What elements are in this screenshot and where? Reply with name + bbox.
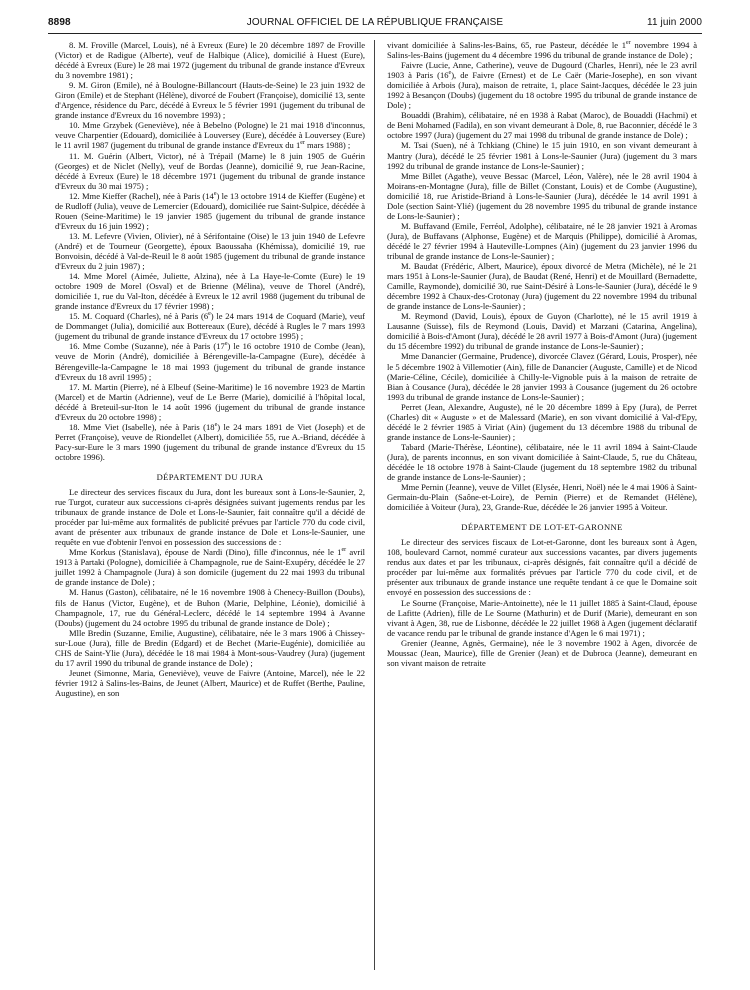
paragraph: Mme Billet (Agathe), veuve Bessac (Marcel, Léon, Valère), née le 28 avril 1904 à Moirans-en-Montagne (Jura), fille de Billet (Constant, Louis) et de Combe (Augustine), domicilié 18, rue Aristide-Briand à Lons-le-Saunier (Jura), décédée le 14 avril 1991 à Dole (section Saint-Ylié) (jugement du 28 novembre 1995 du tribunal de grande instance de Lons-le-Saunier) ;: [387, 170, 697, 221]
page-number: 8898: [48, 17, 71, 28]
paragraph: Bouaddi (Brahim), célibataire, né en 1938 à Rabat (Maroc), de Bouaddi (Hachmi) et de Beni Mohamed (Fadila), en son vivant demeurant à Dole, 8, rue Baconnier, décédé le 3 octobre 1997 (Jura) (jugement du 27 mai 1998 du tribunal de grande instance de Dole) ;: [387, 110, 697, 141]
page-header: [48, 17, 702, 33]
column-divider: [374, 40, 375, 970]
paragraph: Faivre (Lucie, Anne, Catherine), veuve de Dugourd (Charles, Henri), née le 23 avril 1903 à Paris (16e), de Faivre (Ernest) et de Le Caër (Marie-Josephe), en son vivant domiciliée à Arbois (Jura), maison de retraite, 1, place Saint-Jacques, décédée le 23 juin 1992 à Besançon (Doubs) (jugement du 18 octobre 1995 du tribunal de grande instance de Dole) ;: [387, 60, 697, 111]
left-column: [55, 40, 365, 698]
paragraph: Tabard (Marie-Thérèse, Léontine), célibataire, née le 11 avril 1894 à Saint-Claude (Jura), de parents inconnus, en son vivant domiciliée à Saint-Claude, 5, rue du Château, décédée le 18 octobre 1978 à Saint-Claude (jugement du 18 septembre 1982 du tribunal de grande instance de Lons-le-Saunier) ;: [387, 441, 697, 483]
paragraph: 12. Mme Kieffer (Rachel), née à Paris (14e) le 13 octobre 1914 de Kieffer (Eugène) et de Rudloff (Julia), veuve de Lemercier (Edouard), domiciliée rue Saint-Sulpice, décédée à Rouen (Seine-Maritime) le 19 janvier 1985 (jugement du tribunal de grande instance d'Evreux du 16 juin 1992) ;: [55, 190, 366, 231]
paragraph: Grenier (Jeanne, Agnès, Germaine), née le 3 novembre 1902 à Agen, divorcée de Moussac (Jean, Maurice), fille de Grenier (Jean) et de Dubroca (Jeanne), demeurant en son vivant maison de retraite: [387, 637, 697, 668]
paragraph: Mme Danancier (Germaine, Prudence), divorcée Clavez (Gérard, Louis, Prosper), née le 5 décembre 1902 à Villemotier (Ain), fille de Danancier (Auguste, Camille) et de Nicod (Marie-Céline, Cécile), domiciliée à Chilly-le-Vignoble puis à la maison de retraite de Bian à Cousance (Jura), décédée le 28 janvier 1993 à Cousance (jugement du 26 octobre 1993 du tribunal de grande instance de Lons-le-Saunier) ;: [387, 351, 697, 402]
paragraph: M. Buffavand (Emile, Ferréol, Adolphe), célibataire, né le 28 janvier 1921 à Aromas (Jura), de Buffavans (Alphonse, Eugène) et de Marquis (Philippe), domicilié à Aromas, décédé le 27 février 1994 à Hauteville-Lompnes (Ain) (jugement du 23 janvier 1996 du tribunal de grande instance de Lons-le-Saunier) ;: [387, 220, 697, 261]
paragraph: Jeunet (Simonne, Maria, Geneviève), veuve de Faivre (Antoine, Marcel), née le 22 février 1912 à Salins-les-Bains, de Jeunet (Albert, Maurice) et de Ruffet (Berthe, Pauline, Augustine), en son: [55, 667, 365, 698]
paragraph: 10. Mme Grzybek (Geneviève), née à Bebelno (Pologne) le 21 mai 1918 d'inconnus, veuve Charpentier (Edouard), domiciliée à Louversey (Eure), décédée à Louversey (Eure) le 11 avril 1987 (jugement du tribunal de grande instance d'Evreux du 1er mars 1988) ;: [55, 120, 365, 151]
paragraph: Mme Korkus (Stanislava), épouse de Nardi (Dino), fille d'inconnus, née le 1er avril 1913 à Partaki (Pologne), domiciliée à Champagnole, rue de Saint-Exupéry, décédée le 27 juillet 1992 à Champagnole (Jura) à son domicile (jugement du 22 mai 1993 du tribunal de grande instance de Dole) ;: [55, 547, 365, 588]
paragraph: M. Tsai (Suen), né à Tchkiang (Chine) le 15 juin 1910, en son vivant demeurant à Mantry (Jura), décédé le 25 février 1981 à Lons-le-Saunier (Jura) (jugement du 3 mars 1992 du tribunal de grande instance de Lons-le-Saunier) ;: [387, 140, 697, 171]
paragraph: 16. Mme Combe (Suzanne), née à Paris (17e) le 16 octobre 1910 de Combe (Jean), veuve de Morin (André), domiciliée à Bérengeville-la-Campagne (Eure), décédée à Bérengeville-la-Campagne le 18 mai 1993 (jugement du tribunal de grande instance d'Evreux du 18 avril 1995) ;: [55, 341, 366, 382]
right-column: [387, 40, 697, 668]
section-heading: DÉPARTEMENT DU JURA: [156, 471, 264, 482]
paragraph: 13. M. Lefevre (Vivien, Olivier), né à Sérifontaine (Oise) le 13 juin 1940 de Lefevre (André) et de Tourneur (Georgette), époux Baoussaha (Khémissa), domicilié 19, rue Bonvoisin, décédé à Val-de-Reuil le 8 août 1985 (jugement du tribunal de grande instance d'Evreux du 2 juin 1987) ;: [55, 230, 365, 272]
paragraph: vivant domiciliée à Salins-les-Bains, 65, rue Pasteur, décédée le 1er novembre 1994 à Salins-les-Bains (jugement du 4 décembre 1996 du tribunal de grande instance de Dole) ;: [387, 40, 697, 61]
paragraph: Mlle Bredin (Suzanne, Emilie, Augustine), célibataire, née le 3 mars 1906 à Chissey-sur-Loue (Jura), fille de Bredin (Edgard) et de Bechet (Marie-Eugénie), domiciliée au CHS de Saint-Ylie (Jura), décédée le 18 mai 1984 à Mont-sous-Vaudrey (Jura) (jugement du 17 avril 1990 du tribunal de grande instance de Dole) ;: [55, 627, 365, 668]
paragraph: 8. M. Froville (Marcel, Louis), né à Evreux (Eure) le 20 décembre 1897 de Froville (Victor) et de Radigue (Alberte), veuf de Halbique (Alice), domicilié à Huest (Eure), décédé à Evreux (Eure) le 28 mai 1972 (jugement du tribunal de grande instance d'Evreux du 3 novembre 1981) ;: [55, 40, 365, 81]
paragraph: 15. M. Coquard (Charles), né à Paris (6e) le 24 mars 1914 de Coquard (Marie), veuf de Dommanget (Julia), domicilié aux Bottereaux (Eure), décédé à Rugles le 7 mars 1993 (jugement du tribunal de grande instance d'Evreux du 17 octobre 1995) ;: [55, 311, 365, 342]
section-heading: DÉPARTEMENT DE LOT-ET-GARONNE: [461, 522, 623, 533]
paragraph: 17. M. Martin (Pierre), né à Elbeuf (Seine-Maritime) le 16 novembre 1923 de Martin (Marcel) et de Martin (Adrienne), veuf de Le Berre (Marie), domicilié à l'hôpital local, décédé à Breteuil-sur-Iton le 14 août 1996 (jugement du tribunal de grande instance d'Evreux du 20 octobre 1998) ;: [55, 381, 365, 422]
issue-date: 11 juin 2000: [647, 17, 702, 28]
paragraph: M. Baudat (Frédéric, Albert, Maurice), époux divorcé de Metra (Michèle), né le 21 mars 1951 à Lons-le-Saunier (Jura), de Baudat (René, Henri) et de Mouillard (Bernadette, Camille, Raymonde), domicilié 30, rue Saint-Désiré à Lons-le-Saunier (Jura), décédé le 9 décembre 1992 à Chaux-des-Crotonay (Jura) (jugement du 22 novembre 1994 du tribunal de grande instance de Lons-le-Saunier) ;: [387, 261, 697, 312]
paragraph: Perret (Jean, Alexandre, Auguste), né le 20 décembre 1899 à Epy (Jura), de Perret (Charles) dit « Auguste » et de Malessard (Marie), en son vivant domicilié à Val-d'Epy, décédé le 2 février 1985 à Viriat (Ain) (jugement du 13 décembre 1988 du tribunal de grande instance de Lons-le-Saunier) ;: [387, 401, 697, 442]
paragraph: 11. M. Guérin (Albert, Victor), né à Trépail (Marne) le 8 juin 1905 de Guérin (Georges) et de Niclet (Nelly), veuf de Bordas (Jeanne), domicilié 9, rue Jean-Racine, décédé à Evreux (Eure) le 18 décembre 1971 (jugement du tribunal de grande instance d'Evreux du 30 mai 1975) ;: [55, 150, 365, 191]
paragraph: Le Sourne (Françoise, Marie-Antoinette), née le 11 juillet 1885 à Saint-Claud, épouse de Lafitte (Adrien), fille de Le Sourne (Mathurin) et de Durif (Marie), demeurant en son vivant à Agen, 38, rue de Lisbonne, décédée le 22 juillet 1968 à Agen (jugement déclaratif de vacance rendu par le tribunal de grande instance d'Agen le 6 mai 1971) ;: [387, 597, 697, 638]
journal-title: JOURNAL OFFICIEL DE LA RÉPUBLIQUE FRANÇAISE: [246, 17, 504, 28]
paragraph: 9. M. Giron (Emile), né à Boulogne-Billancourt (Hauts-de-Seine) le 23 juin 1932 de Giron (Emile) et de Stephant (Hélène), divorcé de Foubert (Françoise), domicilié 13, sente d'Argence, résidence du Parc, décédé à Evreux le 5 février 1991 (jugement du tribunal de grande instance d'Evreux du 16 novembre 1993) ;: [55, 80, 365, 121]
paragraph: 14. Mme Morel (Aimée, Juliette, Alzina), née à La Haye-le-Comte (Eure) le 19 octobre 1909 de Morel (Osval) et de Brienne (Mélina), veuve de Thorel (André), domiciliée 1, rue du Val-Iton, décédée à Evreux le 12 avril 1988 (jugement du tribunal de grande instance d'Evreux du 17 février 1998) ;: [55, 271, 365, 312]
paragraph: M. Hanus (Gaston), célibataire, né le 16 novembre 1908 à Chenecy-Buillon (Doubs), fils de Hanus (Victor, Eugène), et de Buhon (Marie, Delphine, Léonie), domicilié à Champagnole, 17, rue du Général-Leclerc, décédé le 14 septembre 1994 à Avanne (Doubs) (jugement du 24 octobre 1995 du tribunal de grande instance de Dole) ;: [55, 587, 365, 628]
paragraph: 18. Mme Viet (Isabelle), née à Paris (18e) le 24 mars 1891 de Viet (Joseph) et de Perret (Françoise), veuve de Riondellet (Albert), domiciliée 55, rue A.-Briand, décédée à Pacy-sur-Eure le 3 mars 1990 (jugement du tribunal de grande instance d'Evreux du 15 octobre 1996).: [55, 421, 366, 462]
paragraph: Mme Pernin (Jeanne), veuve de Villet (Elysée, Henri, Noël) née le 4 mai 1906 à Saint-Germain-du-Plain (Saône-et-Loire), de Pernin (Pierre) et de Remandet (Hélène), domiciliée à Voiteur (Jura), 23, Grande-Rue, décédée le 26 janvier 1995 à Voiteur.: [387, 482, 698, 513]
paragraph: Le directeur des services fiscaux de Lot-et-Garonne, dont les bureaux sont à Agen, 108, boulevard Carnot, nommé curateur aux successions vacantes, par divers jugements rendus aux dates et par les tribunaux, ci-après désignés, fait connaître qu'il a décidé de procéder par lui-même aux formalités prévues par l'article 770 du code civil, et de présenter aux tribunaux de grande instance une requête tendant à ce que le Domaine soit envoyé en possession des successions de :: [387, 537, 697, 598]
header-rule: [48, 33, 702, 34]
paragraph: M. Reymond (David, Louis), époux de Guyon (Charlotte), né le 15 avril 1919 à Lausanne (Suisse), fils de Reymond (Louis, David) et Marzani (Catarina, Angelina), domicilié à Bois-d'Amont (Jura), décédé le 28 avril 1977 à Bois-d'Amont (Jura) (jugement du 15 décembre 1992) du tribunal de grande instance de Lons-le-Saunier) ;: [387, 311, 697, 352]
paragraph: Le directeur des services fiscaux du Jura, dont les bureaux sont à Lons-le-Saunier, 2, rue Turgot, curateur aux successions ci-après désignées suivant jugements rendus par les tribunaux de grande instance de Dole et Lons-le-Saunier, fait connaître qu'il a décidé de procéder par lui-même aux formalités de publicité prévues par l'article 770 du code civil, avant de présenter aux tribunaux de grande instance de Dole et Lons-le-Saunier, une requête en vue d'obtenir l'envoi en possession des successions de :: [55, 487, 365, 548]
